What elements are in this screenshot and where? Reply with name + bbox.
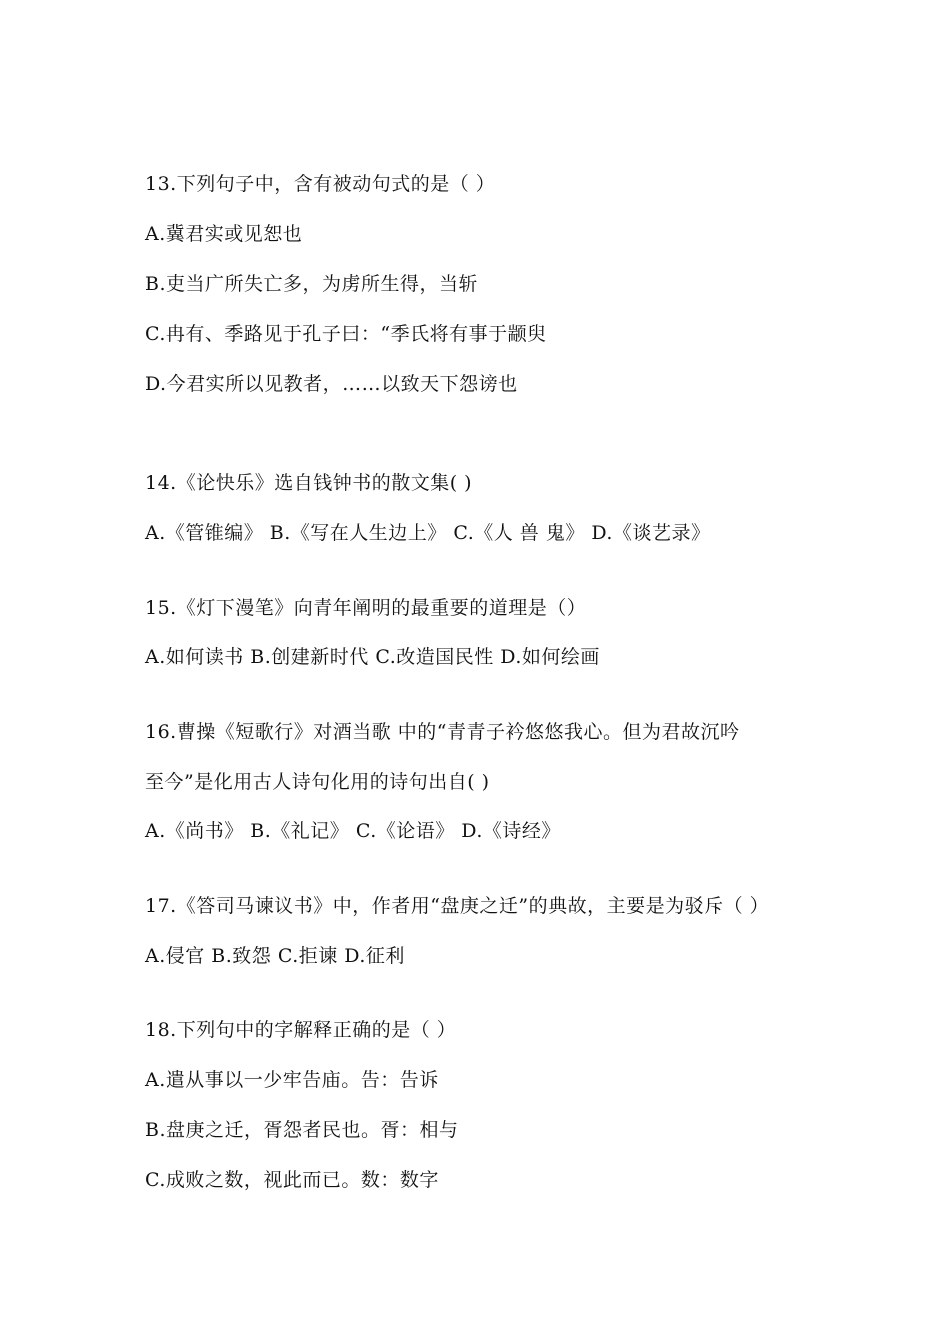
q16-options: A.《尚书》 B.《礼记》 C.《论语》 D.《诗经》	[145, 820, 561, 842]
q18-option-a: A.遣从事以一少牢告庙。告：告诉	[145, 1069, 439, 1091]
q13-stem: 13.下列句子中，含有被动句式的是（ ）	[145, 173, 496, 195]
q17-stem: 17.《答司马谏议书》中，作者用“盘庚之迁”的典故，主要是为驳斥（ ）	[145, 895, 770, 917]
q18-option-b: B.盘庚之迁，胥怨者民也。胥：相与	[145, 1119, 459, 1141]
q15-stem: 15.《灯下漫笔》向青年阐明的最重要的道理是（）	[145, 597, 587, 619]
q13-option-b: B.吏当广所失亡多，为虏所生得，当斩	[145, 273, 479, 295]
q13-option-a: A.冀君实或见恕也	[145, 223, 303, 245]
q13-option-d: D.今君实所以见教者，……以致天下怨谤也	[145, 373, 518, 395]
q15-options: A.如何读书 B.创建新时代 C.改造国民性 D.如何绘画	[145, 646, 600, 668]
q16-stem-line-2: 至今”是化用古人诗句化用的诗句出自( )	[145, 771, 490, 793]
q13-option-c: C.冉有、季路见于孔子曰：“季氏将有事于颛臾	[145, 323, 547, 345]
q14-stem: 14.《论快乐》选自钱钟书的散文集( )	[145, 472, 473, 494]
q17-options: A.侵官 B.致怨 C.拒谏 D.征利	[145, 945, 405, 967]
q18-stem: 18.下列句中的字解释正确的是（ ）	[145, 1019, 457, 1041]
q14-options: A.《管锥编》 B.《写在人生边上》 C.《人 兽 鬼》 D.《谈艺录》	[145, 522, 711, 544]
q18-option-c: C.成败之数，视此而已。数：数字	[145, 1169, 439, 1191]
q16-stem-line-1: 16.曹操《短歌行》对酒当歌 中的“青青子衿悠悠我心。但为君故沉吟	[145, 721, 740, 743]
